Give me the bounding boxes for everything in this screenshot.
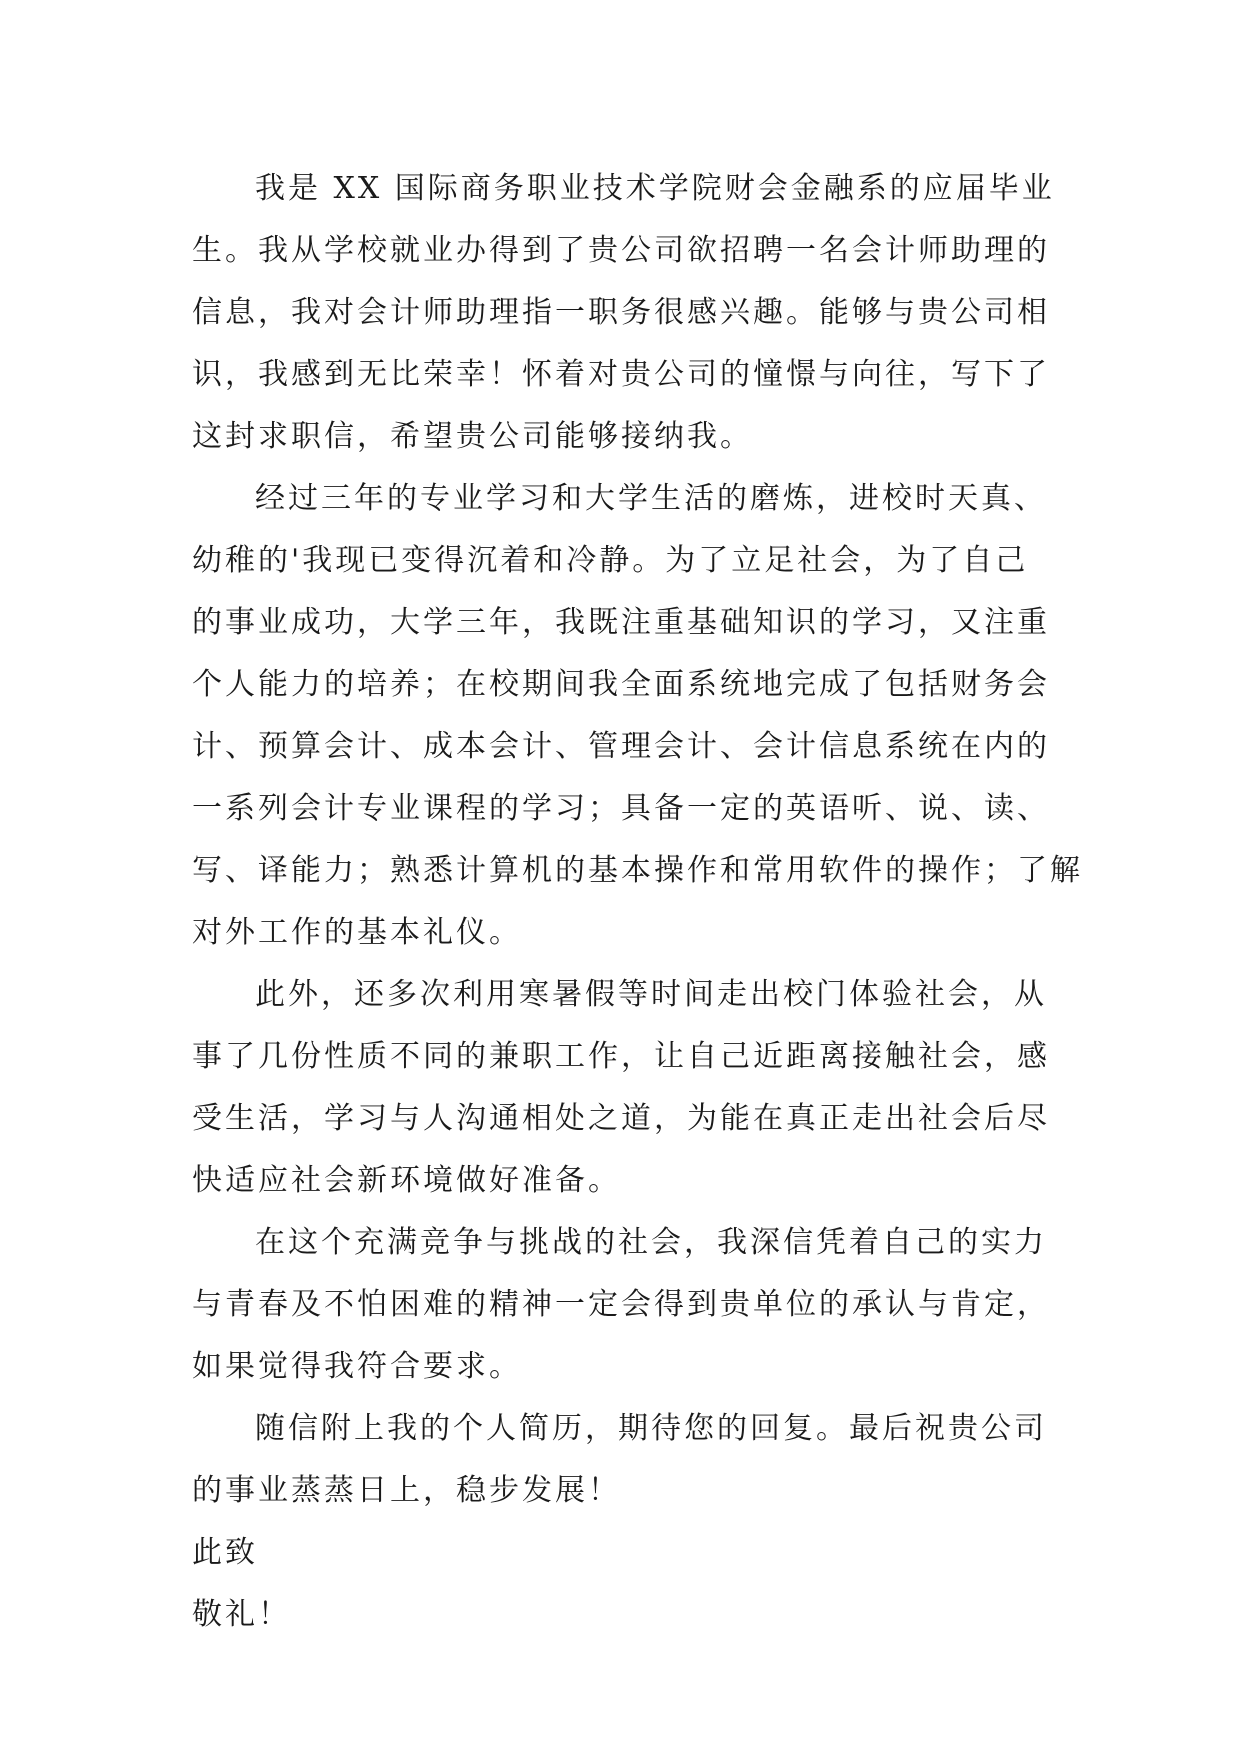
paragraph-4 <box>192 1212 1052 1398</box>
paragraph-1 <box>192 158 1055 468</box>
text-line: 个人能力的培养；在校期间我全面系统地完成了包括财务会 <box>192 667 1050 702</box>
closing-line: 此致 <box>192 1535 258 1570</box>
paragraph-2 <box>192 468 1083 964</box>
text-line: 受生活，学习与人沟通相处之道，为能在真正走出社会后尽 <box>192 1101 1050 1136</box>
text-line: 在这个充满竞争与挑战的社会，我深信凭着自己的实力 <box>255 1225 1047 1260</box>
paragraph-5 <box>192 1398 1052 1522</box>
text-line: 对外工作的基本礼仪。 <box>192 915 522 950</box>
letter-body <box>192 158 1083 1646</box>
text-line: 写、译能力；熟悉计算机的基本操作和常用软件的操作；了解 <box>192 853 1083 888</box>
text-line: 的事业蒸蒸日上，稳步发展！ <box>192 1473 621 1508</box>
text-line: 此外，还多次利用寒暑假等时间走出校门体验社会，从 <box>255 977 1047 1012</box>
text-line: 经过三年的专业学习和大学生活的磨炼，进校时天真、 <box>255 481 1047 516</box>
text-line: 如果觉得我符合要求。 <box>192 1349 522 1384</box>
text-line: 计、预算会计、成本会计、管理会计、会计信息系统在内的 <box>192 729 1050 764</box>
text-line: 与青春及不怕困难的精神一定会得到贵单位的承认与肯定， <box>192 1287 1050 1322</box>
text-line: 快适应社会新环境做好准备。 <box>192 1163 621 1198</box>
text-line: 幼稚的'我现已变得沉着和冷静。为了立足社会，为了自己 <box>192 543 1029 578</box>
text-line: 信息，我对会计师助理指一职务很感兴趣。能够与贵公司相 <box>192 295 1050 330</box>
paragraph-3 <box>192 964 1052 1212</box>
text-line: 随信附上我的个人简历，期待您的回复。最后祝贵公司 <box>255 1411 1047 1446</box>
text-line: 生。我从学校就业办得到了贵公司欲招聘一名会计师助理的 <box>192 233 1050 268</box>
text-line: 一系列会计专业课程的学习；具备一定的英语听、说、读、 <box>192 791 1050 826</box>
text-line: 这封求职信，希望贵公司能够接纳我。 <box>192 419 753 454</box>
text-line: 识，我感到无比荣幸！怀着对贵公司的憧憬与向往，写下了 <box>192 357 1050 392</box>
text-line: 我是 XX 国际商务职业技术学院财会金融系的应届毕业 <box>255 171 1055 206</box>
text-line: 的事业成功，大学三年，我既注重基础知识的学习，又注重 <box>192 605 1050 640</box>
salutation-line: 敬礼！ <box>192 1597 291 1632</box>
text-line: 事了几份性质不同的兼职工作，让自己近距离接触社会，感 <box>192 1039 1050 1074</box>
